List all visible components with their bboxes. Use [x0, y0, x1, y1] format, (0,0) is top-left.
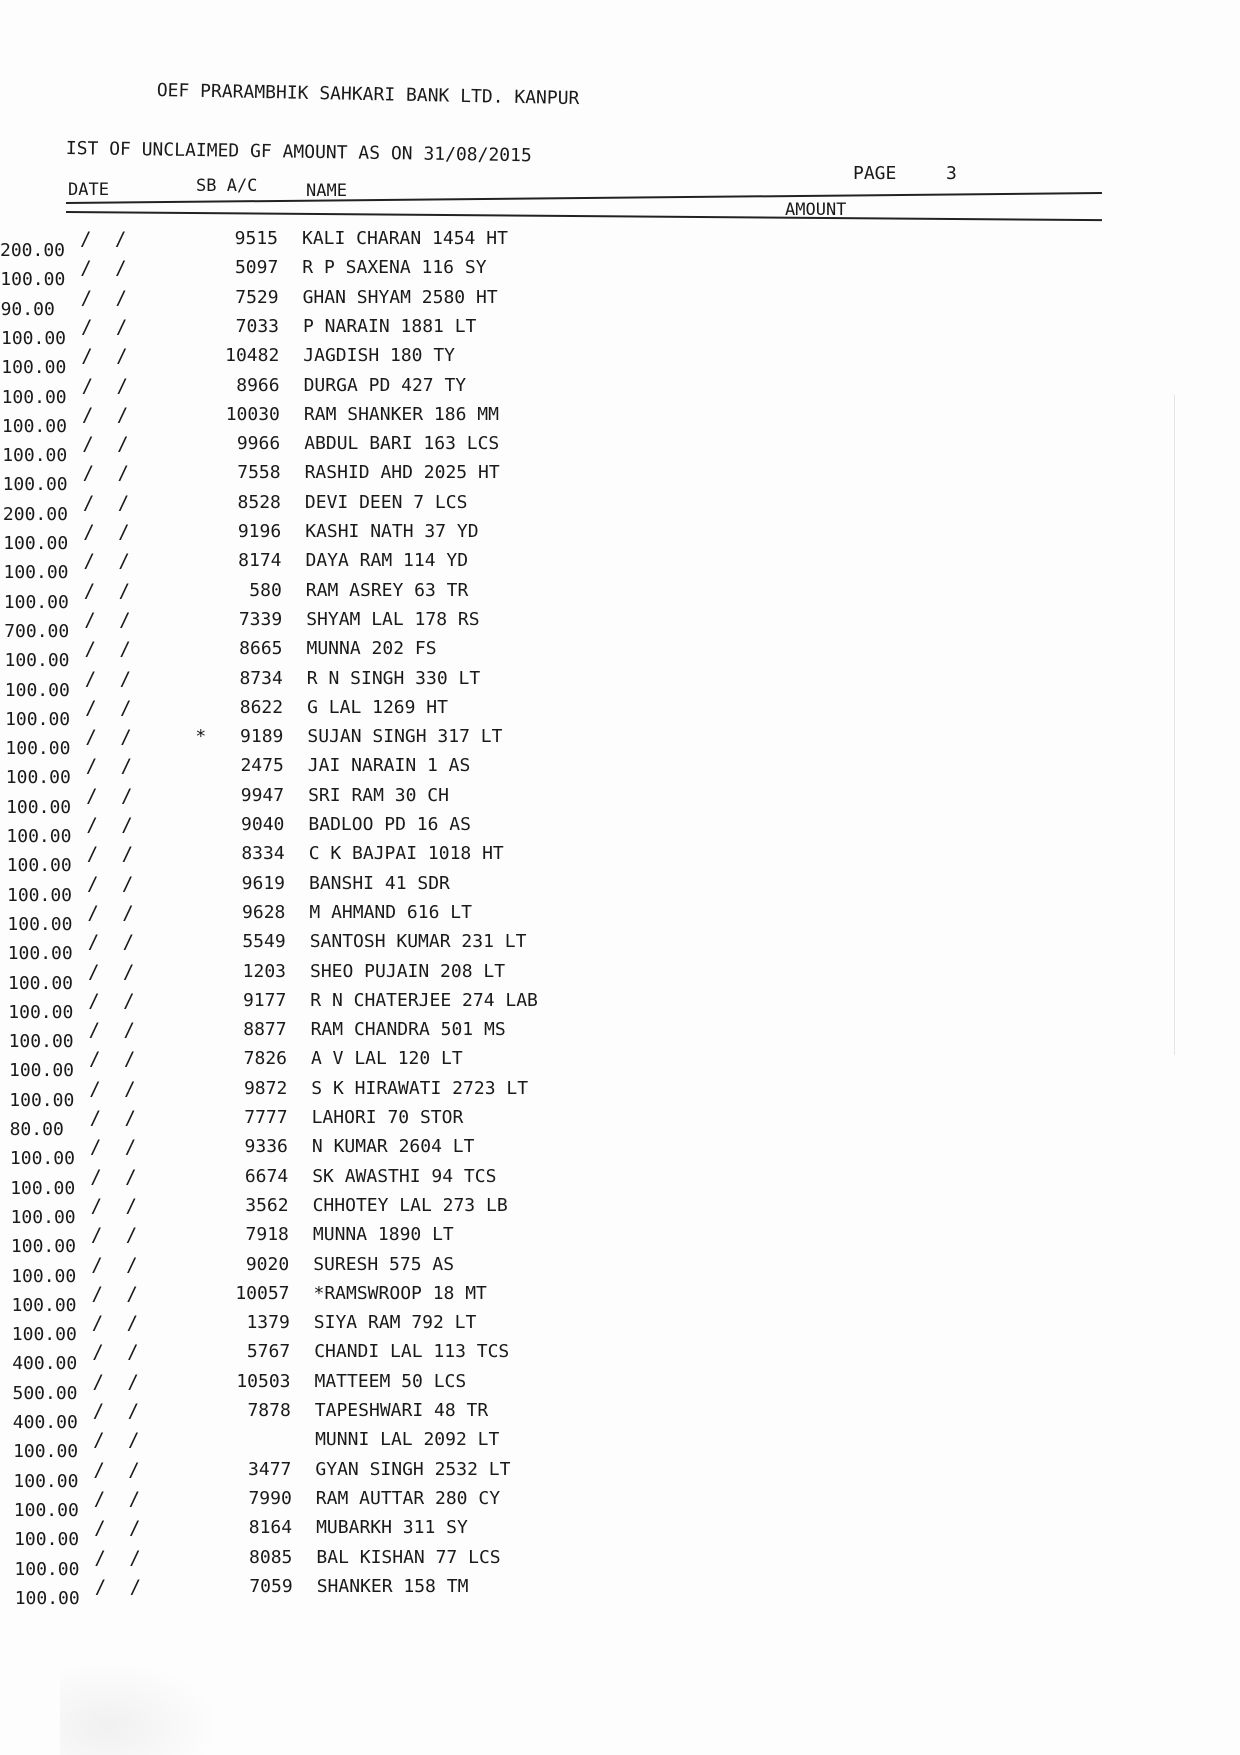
amount-value: 400.00 — [12, 1353, 78, 1375]
account-number: 10057 — [235, 1282, 290, 1304]
table-row — [0, 1165, 1240, 1199]
table-row — [0, 1487, 1240, 1521]
amount-value: 100.00 — [13, 1470, 79, 1492]
account-name: MUBARKH 311 SY — [316, 1517, 468, 1539]
date-cell: / / — [81, 403, 135, 426]
account-number: 9336 — [244, 1136, 288, 1158]
amount-value: 100.00 — [3, 533, 69, 554]
amount-value: 100.00 — [2, 474, 68, 496]
amount-value: 100.00 — [0, 269, 66, 291]
amount-value: 100.00 — [1, 415, 67, 437]
account-name: GHAN SHYAM 2580 HT — [302, 286, 498, 308]
table-row — [0, 901, 1240, 935]
amount-value: 100.00 — [4, 679, 70, 701]
date-cell: / / — [93, 1458, 146, 1481]
account-number: 9947 — [240, 784, 285, 806]
date-cell: / / — [89, 1077, 142, 1100]
table-row — [0, 433, 1240, 467]
table-row — [0, 1458, 1240, 1492]
table-row — [0, 345, 1240, 379]
account-number: 8966 — [236, 374, 280, 396]
account-name: BADLOO PD 16 AS — [308, 814, 471, 835]
table-row — [0, 374, 1240, 408]
account-name: C K BAJPAI 1018 HT — [308, 843, 504, 865]
account-number: 3562 — [245, 1194, 289, 1216]
amount-value: 100.00 — [13, 1441, 79, 1463]
date-cell: / / — [86, 784, 139, 807]
account-number: 9189 — [240, 726, 284, 748]
amount-value: 100.00 — [1, 386, 67, 408]
table-row — [0, 550, 1240, 584]
table-row — [0, 872, 1240, 906]
date-cell: / / — [89, 1048, 142, 1071]
account-name: SURESH 575 AS — [313, 1253, 455, 1275]
table-row — [0, 1429, 1240, 1463]
table-row — [0, 521, 1240, 554]
account-mark: * — [195, 726, 207, 748]
table-row — [0, 286, 1240, 320]
date-cell: / / — [81, 315, 134, 338]
account-name: *RAMSWROOP 18 MT — [313, 1282, 487, 1304]
account-number: 7033 — [235, 315, 279, 337]
table-row — [0, 1194, 1240, 1228]
date-cell: / / — [90, 1194, 143, 1217]
table-row — [0, 1077, 1240, 1111]
date-cell: / / — [92, 1400, 146, 1422]
amount-value: 100.00 — [9, 1148, 75, 1170]
account-number: 1203 — [242, 960, 286, 982]
table-row — [0, 1048, 1240, 1082]
amount-value: 100.00 — [4, 650, 70, 672]
date-cell: / / — [82, 491, 136, 514]
account-name: KALI CHARAN 1454 HT — [302, 228, 508, 249]
amount-value: 100.00 — [14, 1529, 80, 1551]
date-cell: / / — [83, 521, 136, 543]
amount-value: 100.00 — [3, 562, 69, 584]
amount-value: 100.00 — [1, 357, 67, 379]
account-number: 7558 — [237, 462, 281, 484]
amount-value: 100.00 — [6, 826, 72, 847]
table-row — [0, 960, 1240, 994]
table-row — [0, 755, 1240, 789]
table-row — [0, 1107, 1240, 1140]
account-number: 7918 — [245, 1224, 289, 1246]
account-number: 2475 — [240, 755, 284, 777]
date-cell: / / — [88, 960, 141, 983]
account-number: 8164 — [248, 1517, 293, 1539]
table-row — [0, 726, 1240, 760]
scan-edge-line — [1174, 395, 1175, 1055]
account-number: 8877 — [243, 1019, 287, 1041]
amount-value: 100.00 — [5, 738, 71, 760]
account-number: 6674 — [244, 1165, 289, 1187]
account-number: 9619 — [241, 872, 285, 894]
date-cell: / / — [80, 257, 133, 280]
account-name: GYAN SINGH 2532 LT — [315, 1458, 511, 1480]
account-number: 9966 — [236, 433, 281, 455]
date-cell: / / — [92, 1370, 145, 1393]
account-number: 3477 — [248, 1458, 292, 1480]
account-name: CHHOTEY LAL 273 LB — [312, 1194, 508, 1216]
amount-value: 200.00 — [2, 503, 68, 525]
table-row — [0, 1253, 1240, 1287]
amount-value: 100.00 — [6, 796, 72, 818]
amount-value: 100.00 — [10, 1177, 76, 1199]
amount-value: 100.00 — [7, 884, 73, 906]
account-name: RASHID AHD 2025 HT — [304, 462, 500, 484]
account-name: S K HIRAWATI 2723 LT — [311, 1077, 529, 1099]
account-number: 8334 — [241, 843, 285, 865]
amount-value: 100.00 — [3, 591, 69, 613]
date-cell: / / — [89, 1136, 143, 1159]
account-number: 9177 — [242, 989, 287, 1011]
account-name: RAM AUTTAR 280 CY — [315, 1487, 501, 1509]
table-row — [0, 579, 1240, 613]
account-name: TAPESHWARI 48 TR — [314, 1400, 489, 1421]
account-number: 9020 — [245, 1253, 290, 1275]
account-number: 8734 — [239, 667, 283, 689]
amount-value: 100.00 — [14, 1558, 80, 1580]
column-header-date: DATE — [68, 180, 109, 200]
account-name: SK AWASTHI 94 TCS — [312, 1165, 497, 1187]
account-name: SUJAN SINGH 317 LT — [307, 726, 503, 748]
date-cell: / / — [83, 550, 136, 573]
date-cell: / / — [81, 345, 134, 368]
account-name: ABDUL BARI 163 LCS — [304, 433, 500, 455]
account-name: RAM ASREY 63 TR — [305, 579, 469, 601]
table-row — [0, 462, 1240, 496]
account-number: 7059 — [249, 1575, 293, 1597]
date-cell: / / — [94, 1546, 147, 1569]
account-name: G LAL 1269 HT — [307, 696, 448, 718]
account-name: SANTOSH KUMAR 231 LT — [309, 931, 527, 953]
table-row — [0, 608, 1240, 642]
date-cell: / / — [84, 638, 137, 661]
account-number: 10030 — [225, 403, 280, 425]
date-cell: / / — [84, 608, 137, 631]
account-number: 8085 — [249, 1546, 293, 1568]
date-cell: / / — [86, 814, 139, 836]
account-number: 9872 — [243, 1077, 288, 1099]
table-row — [0, 931, 1240, 965]
account-name: SHEO PUJAIN 208 LT — [310, 960, 506, 982]
account-number: 7990 — [248, 1487, 292, 1509]
bank-title: OEF PRARAMBHIK SAHKARI BANK LTD. KANPUR — [156, 80, 580, 110]
account-name: M AHMAND 616 LT — [309, 901, 472, 923]
account-name: R P SAXENA 116 SY — [302, 257, 487, 279]
date-cell: / / — [94, 1517, 147, 1540]
date-cell: / / — [87, 901, 140, 924]
account-name: KASHI NATH 37 YD — [305, 521, 479, 542]
amount-value: 400.00 — [12, 1412, 78, 1433]
table-row — [0, 1400, 1240, 1433]
table-row — [0, 1546, 1240, 1580]
account-number: 7339 — [238, 608, 283, 630]
date-cell: / / — [88, 1019, 141, 1042]
date-cell: / / — [92, 1341, 145, 1364]
account-name: SHANKER 158 TM — [316, 1575, 469, 1597]
amount-value: 100.00 — [9, 1089, 75, 1111]
date-cell: / / — [80, 228, 133, 250]
date-cell: / / — [83, 579, 137, 602]
table-row — [0, 989, 1240, 1023]
account-number: 8665 — [239, 638, 283, 660]
account-name: MUNNA 1890 LT — [312, 1224, 454, 1246]
account-name: DURGA PD 427 TY — [303, 374, 467, 396]
account-number: 7529 — [235, 286, 279, 308]
account-name: MATTEEM 50 LCS — [314, 1370, 467, 1392]
page-number: 3 — [946, 163, 957, 184]
account-name: MUNNA 202 FS — [306, 638, 437, 660]
account-name: DAYA RAM 114 YD — [305, 550, 469, 572]
table-row — [0, 1136, 1240, 1170]
account-name: R N SINGH 330 LT — [306, 667, 481, 689]
date-cell: / / — [94, 1575, 148, 1598]
account-number: 7878 — [247, 1400, 291, 1421]
date-cell: / / — [88, 989, 141, 1012]
account-name: BAL KISHAN 77 LCS — [316, 1546, 501, 1568]
account-name: A V LAL 120 LT — [311, 1048, 463, 1070]
account-number: 7826 — [243, 1048, 287, 1070]
date-cell: / / — [82, 462, 135, 485]
table-row — [0, 491, 1240, 525]
account-number: 1379 — [246, 1312, 290, 1334]
date-cell: / / — [82, 433, 135, 456]
table-row — [0, 667, 1240, 701]
account-name: P NARAIN 1881 LT — [303, 315, 477, 337]
amount-value: 100.00 — [14, 1587, 80, 1609]
account-number: 5767 — [246, 1341, 291, 1363]
date-cell: / / — [90, 1224, 144, 1247]
amount-value: 700.00 — [4, 620, 70, 642]
amount-value: 100.00 — [9, 1060, 75, 1082]
date-cell: / / — [86, 843, 140, 866]
account-name: RAM SHANKER 186 MM — [303, 403, 499, 425]
table-row — [0, 1282, 1240, 1316]
table-row — [0, 1224, 1240, 1258]
table-row — [0, 843, 1240, 877]
account-number: 10503 — [236, 1370, 291, 1392]
amount-value: 500.00 — [12, 1382, 78, 1404]
table-row — [0, 403, 1240, 437]
column-header-amount: AMOUNT — [785, 200, 847, 220]
table-row — [0, 1019, 1240, 1053]
account-number: 5549 — [242, 931, 286, 953]
date-cell: / / — [87, 931, 141, 954]
amount-value: 100.00 — [11, 1324, 77, 1346]
date-cell: / / — [93, 1429, 146, 1452]
account-name: MUNNI LAL 2092 LT — [315, 1429, 500, 1451]
account-name: DEVI DEEN 7 LCS — [304, 491, 468, 513]
amount-value: 100.00 — [7, 913, 73, 935]
table-row — [0, 315, 1240, 349]
date-cell: / / — [91, 1282, 144, 1305]
amount-value: 200.00 — [0, 240, 66, 261]
table-row — [0, 638, 1240, 672]
table-row — [0, 784, 1240, 818]
account-number: 8622 — [239, 696, 284, 718]
account-name: JAI NARAIN 1 AS — [307, 755, 471, 777]
date-cell: / / — [91, 1312, 145, 1335]
table-row — [0, 1517, 1240, 1551]
amount-value: 100.00 — [7, 943, 73, 965]
amount-value: 100.00 — [1, 327, 67, 349]
amount-value: 100.00 — [11, 1265, 77, 1287]
page-label: PAGE — [853, 163, 897, 184]
amount-value: 100.00 — [13, 1499, 79, 1521]
account-name: LAHORI 70 STOR — [311, 1107, 464, 1128]
amount-value: 100.00 — [6, 855, 72, 877]
date-cell: / / — [84, 667, 138, 690]
date-cell: / / — [91, 1253, 144, 1276]
amount-value: 100.00 — [10, 1236, 76, 1258]
account-name: SRI RAM 30 CH — [308, 784, 449, 806]
account-name: N KUMAR 2604 LT — [311, 1136, 475, 1158]
table-row — [0, 814, 1240, 847]
amount-value: 100.00 — [8, 1031, 74, 1053]
account-name: SHYAM LAL 178 RS — [306, 608, 480, 630]
table-row — [0, 1312, 1240, 1346]
account-number: 9515 — [234, 228, 278, 249]
date-cell: / / — [81, 374, 134, 397]
account-number: 8528 — [237, 491, 281, 513]
account-name: JAGDISH 180 TY — [303, 345, 456, 367]
account-number: 10482 — [225, 345, 280, 367]
account-name: SIYA RAM 792 LT — [313, 1312, 477, 1334]
table-row — [0, 228, 1240, 261]
column-header-sb-ac: SB A/C — [196, 176, 258, 196]
amount-value: 100.00 — [11, 1294, 77, 1316]
account-number: 580 — [249, 579, 282, 601]
scan-smudge — [60, 1660, 220, 1755]
account-name: BANSHI 41 SDR — [309, 872, 450, 894]
account-number: 7777 — [244, 1107, 288, 1128]
account-name: CHANDI LAL 113 TCS — [314, 1341, 510, 1363]
amount-value: 100.00 — [5, 767, 71, 789]
table-row — [0, 696, 1240, 730]
column-header-name: NAME — [306, 181, 347, 201]
date-cell: / / — [85, 726, 138, 749]
amount-value: 100.00 — [8, 1001, 74, 1023]
amount-value: 100.00 — [2, 445, 68, 467]
list-title: IST OF UNCLAIMED GF AMOUNT AS ON 31/08/2015 — [65, 138, 532, 167]
account-number: 9196 — [237, 521, 282, 542]
account-number: 8174 — [238, 550, 282, 572]
date-cell: / / — [89, 1107, 142, 1129]
date-cell: / / — [85, 696, 138, 719]
amount-value: 100.00 — [10, 1206, 76, 1228]
amount-value: 80.00 — [9, 1119, 64, 1140]
date-cell: / / — [90, 1165, 143, 1188]
table-row — [0, 1575, 1240, 1609]
account-number: 9628 — [242, 901, 286, 923]
account-number: 9040 — [241, 814, 285, 835]
date-cell: / / — [85, 755, 139, 778]
header-bottom-rule — [66, 211, 1102, 221]
table-row — [0, 257, 1240, 291]
amount-value: 100.00 — [5, 708, 71, 730]
amount-value: 100.00 — [8, 972, 74, 994]
table-row — [0, 1370, 1240, 1404]
table-row — [0, 1341, 1240, 1375]
account-name: R N CHATERJEE 274 LAB — [310, 989, 538, 1011]
date-cell: / / — [93, 1487, 147, 1510]
date-cell: / / — [80, 286, 133, 309]
date-cell: / / — [87, 872, 140, 895]
amount-value: 90.00 — [0, 298, 55, 320]
account-name: RAM CHANDRA 501 MS — [310, 1019, 506, 1041]
account-number: 5097 — [234, 257, 279, 279]
